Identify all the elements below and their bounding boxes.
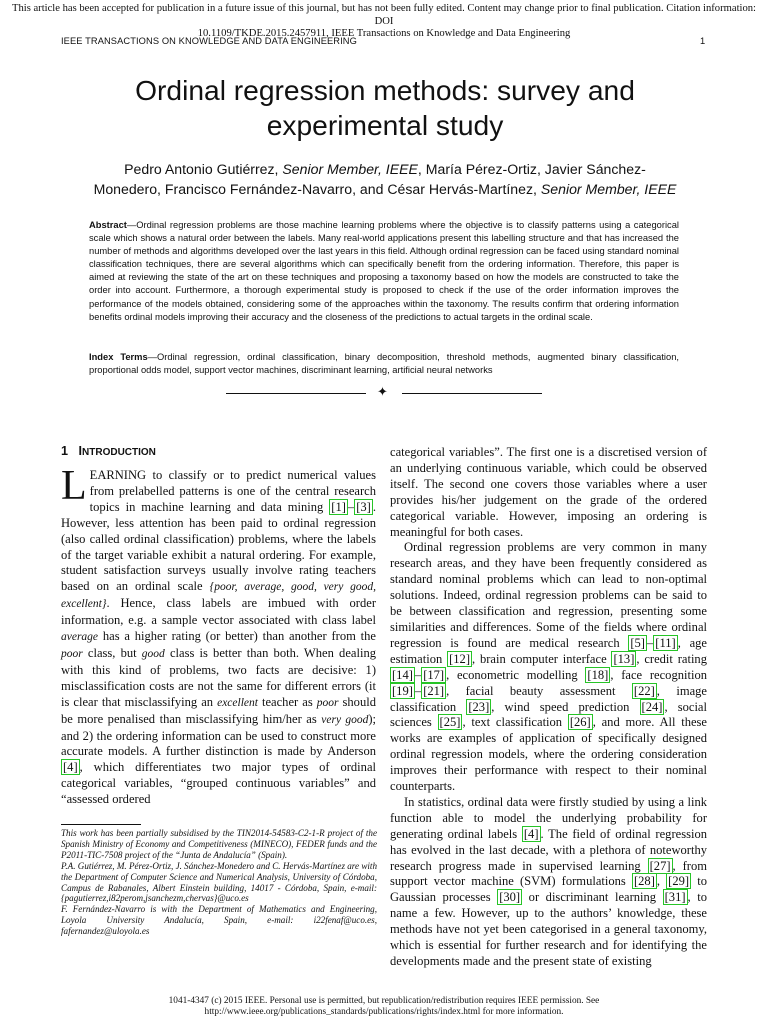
section-heading-introduction: [61, 444, 156, 458]
math-term: poor: [316, 696, 339, 709]
abstract: [89, 219, 679, 324]
text-run: . Hence, class labels are imbued with order information, e.g. a sample vector associated with class label: [61, 596, 376, 628]
paper-title-line-1: Ordinal regression methods: survey and: [135, 74, 635, 106]
divider-line-left: [226, 393, 366, 394]
text-run: –: [414, 667, 422, 682]
citation-link[interactable]: [13]: [613, 651, 635, 666]
divider-diamond-icon: ✦: [377, 385, 388, 400]
index-terms-text: —Ordinal regression, ordinal classification, binary decomposition, threshold methods, augmented binary classification, proportional odds model, support vector machines, discriminant learning, artificial neural networks: [89, 352, 679, 376]
author-role: Senior Member, IEEE: [282, 161, 418, 177]
citation-link[interactable]: [1]: [331, 499, 346, 514]
text-run: , social sciences: [390, 699, 707, 730]
footnote-rule: [61, 824, 141, 825]
text-run: , credit rating: [636, 651, 707, 666]
text-run: class is better than both. When dealing with this kind of problems, two facts are decisive: 1) misclassification costs are not the same for different errors (it is clear that misclassifying an: [61, 645, 376, 709]
citation-link[interactable]: [18]: [587, 667, 609, 682]
publication-notice-line-2: 10.1109/TKDE.2015.2457911, IEEE Transactions on Knowledge and Data Engineering: [197, 28, 571, 39]
citation-link[interactable]: [23]: [468, 699, 490, 714]
text-run: , facial beauty assessment: [446, 683, 632, 698]
text-run: , face recognition: [610, 667, 707, 682]
text-run: . The field of ordinal regression has evolved in the last decade, with a plethora of noteworthy research progress made in supervised learning: [390, 826, 707, 873]
section-divider: [226, 386, 542, 400]
citation-link[interactable]: [28]: [633, 874, 655, 889]
text-run: , text classification: [462, 715, 568, 730]
citation-link[interactable]: [3]: [356, 499, 371, 514]
math-term: very good: [321, 713, 369, 726]
text-run: ); and 2) the ordering information can be used to construct more accurate models. A further distinction is made by Anderson: [61, 711, 376, 759]
intro-paragraph-3: [390, 540, 707, 795]
citation-link[interactable]: [29]: [668, 874, 690, 889]
copyright-line-2: http://www.ieee.org/publications_standards/publications/rights/index.html for more information.: [204, 1007, 564, 1017]
footnote-affiliation-1: P.A. Gutiérrez, M. Pérez-Ortiz, J. Sánchez-Monedero and C. Hervás-Martínez are with the Department of Computer Science and Numerical Analysis, University of Córdoba, Campus de Rabanales, Albert Einstein building, 14017 - Córdoba, Spain, e-mail:{pagutierrez,i82perom,jsanchezm,chervas}@uco.es: [61, 860, 377, 904]
citation-link[interactable]: [31]: [664, 890, 686, 905]
citation-link[interactable]: [12]: [449, 651, 470, 666]
section-title-rest: NTRODUCTION: [82, 447, 156, 458]
publication-notice-line-1: This article has been accepted for publication in a future issue of this journal, but has not been fully edited. Content may change prior to final publication. Citation information: DOI: [11, 3, 756, 27]
text-run: In statistics, ordinal data were firstly studied by using a link function able to model the underlying probability for generating ordinal labels: [390, 794, 707, 841]
math-term: excellent: [217, 696, 258, 709]
citation-link[interactable]: [25]: [439, 715, 461, 730]
paper-title-line-2: experimental study: [266, 109, 504, 141]
page-number: 1: [700, 36, 706, 46]
text-run: , image classification: [390, 683, 707, 714]
text-run: –: [414, 683, 422, 698]
text-run: , which differentiates two major types of ordinal categorical variables, “grouped continuous variables” and “assessed ordered: [61, 760, 376, 807]
text-run: , age estimation: [390, 635, 708, 666]
text-run: –: [647, 635, 654, 650]
intro-paragraph-4: [390, 795, 707, 970]
citation-link[interactable]: [14]: [392, 667, 413, 682]
citation-link[interactable]: [26]: [569, 715, 591, 730]
text-run: , from support vector machine (SVM) formulations: [390, 858, 707, 889]
left-column: [61, 463, 376, 808]
citation-link[interactable]: [30]: [499, 890, 521, 905]
text-run: should be more penalised than misclassifying him/her as: [61, 694, 376, 726]
text-run: , wind speed prediction: [491, 699, 640, 714]
text-run: Ordinal regression problems are very common in many research areas, and they have been frequently considered as standard nominal problems which can lead to non-optimal solutions. Indeed, ordinal regression problems can be said to be between classification and regression, presenting some similarities and differences. Some of the fields where ordinal regression is found are medical research: [390, 540, 707, 650]
index-terms-label: Index Terms: [89, 352, 148, 362]
section-title-initial: I: [78, 444, 83, 458]
abstract-label: Abstract: [89, 220, 127, 230]
citation-link[interactable]: [22]: [633, 683, 655, 698]
author-names: , María Pérez-Ortiz, Javier Sánchez-: [417, 161, 646, 177]
copyright-notice: [100, 996, 668, 1018]
text-run: , to name a few. However, up to the authors’ knowledge, these methods have not yet been categorised in a general taxonomy, which is essential for further research and for identifying the developments made and the present state of existing: [390, 890, 707, 968]
footnote-funding: This work has been partially subsidised by the TIN2014-54583-C2-1-R project of the Spanish Ministry of Economy and Competitiveness (MINECO), FEDER funds and the P2011-TIC-7508 project of the “Junta de Andalucía” (Spain).: [61, 828, 377, 860]
publication-notice: [10, 3, 758, 41]
copyright-line-1: 1041-4347 (c) 2015 IEEE. Personal use is permitted, but republication/redistribution requires IEEE permission. See: [168, 996, 600, 1006]
text-run: teacher as: [257, 694, 317, 709]
text-run: has a higher rating (or better) than another from the: [98, 629, 376, 644]
text-run: . However, less attention has been paid to ordinal regression (also called ordinal classification) problems, where the labels of the target variable exhibit a natural ordering. For example, student satisfaction surveys usually involve rating teachers based on an ordinal scale: [61, 499, 376, 594]
text-run: or discriminant learning: [522, 890, 663, 905]
lead-word: EARNING: [89, 468, 147, 482]
intro-paragraph-1: [61, 463, 376, 808]
text-run: , brain computer interface: [472, 651, 612, 666]
author-role: Senior Member, IEEE: [540, 180, 677, 197]
citation-link[interactable]: [4]: [523, 826, 539, 841]
text-run: to classify or to predict numerical values from prelabelled patterns is one of the central research topics in machine learning and data mining: [89, 468, 376, 514]
text-run: , econometric modelling: [446, 667, 586, 682]
right-column: [390, 445, 707, 970]
text-run: , and more. All these works are examples of application of specifically designed ordinal regression models, where the ordering consideration improves their performance with respect to their nominal counterparts.: [390, 715, 707, 794]
citation-link[interactable]: [19]: [392, 683, 413, 698]
intro-paragraph-2: categorical variables”. The first one is a discretised version of an underlying continuous variable, which could be observed itself. The second one covers those variables where a user provides his/her judgement on the grade of the ordered categorical variable. However, imposing an ordering is meaningful for both cases.: [390, 445, 707, 539]
citation-link[interactable]: [21]: [423, 683, 445, 698]
text-run: ,: [656, 874, 667, 889]
citation-link[interactable]: [27]: [649, 858, 671, 873]
author-name: Pedro Antonio Gutiérrez,: [124, 161, 279, 177]
math-term: average: [61, 631, 99, 644]
citation-link[interactable]: [4]: [63, 760, 78, 775]
citation-link[interactable]: [17]: [423, 667, 445, 682]
citation-link[interactable]: [5]: [630, 635, 645, 650]
author-names: Monedero, Francisco Fernández-Navarro, and César Hervás-Martínez,: [93, 180, 537, 197]
author-list: [60, 160, 710, 199]
drop-cap: L: [61, 463, 87, 509]
math-term: poor: [61, 647, 83, 660]
math-scale: {poor, average, good, very good, excellent}: [61, 581, 376, 611]
text-run: class, but: [82, 645, 142, 660]
footnote-affiliation-2: F. Fernández-Navarro is with the Department of Mathematics and Engineering, Loyola University Andalucía, Spain, e-mail: i22fenaf@uco.es, fafernandez@uloyola.es: [61, 904, 377, 937]
journal-running-head: IEEE TRANSACTIONS ON KNOWLEDGE AND DATA ENGINEERING: [61, 36, 357, 46]
footnotes: [61, 828, 377, 937]
section-number: 1: [61, 444, 69, 458]
text-run: to Gaussian processes: [390, 874, 707, 905]
abstract-text: —Ordinal regression problems are those machine learning problems where the objective is to classify patterns using a categorical scale which shows a natural order between the labels. Many real-world applications present this labelling structure and that has increased the number of methods and algorithms developed over the last years in this field. Although ordinal regression can be faced using standard nominal classification techniques, there are several algorithms which can specifically benefit from the ordering information. Therefore, this paper is aimed at reviewing the state of the art on these techniques and proposing a taxonomy based on how the models are constructed to take the order into account. Furthermore, a thorough experimental study is proposed to check if the use of the order information improves the performance of the models obtained, considering some of the approaches within the taxonomy. The results confirm that ordering information benefits ordinal models improving their accuracy and the closeness of the predictions to actual targets in the ordinal scale.: [89, 220, 679, 322]
index-terms: [89, 351, 679, 377]
divider-line-right: [402, 393, 542, 394]
paper-title: [60, 73, 710, 143]
text-run: –: [347, 499, 355, 514]
math-term: good: [141, 647, 165, 660]
citation-link[interactable]: [11]: [655, 635, 676, 650]
citation-link[interactable]: [24]: [641, 699, 663, 714]
